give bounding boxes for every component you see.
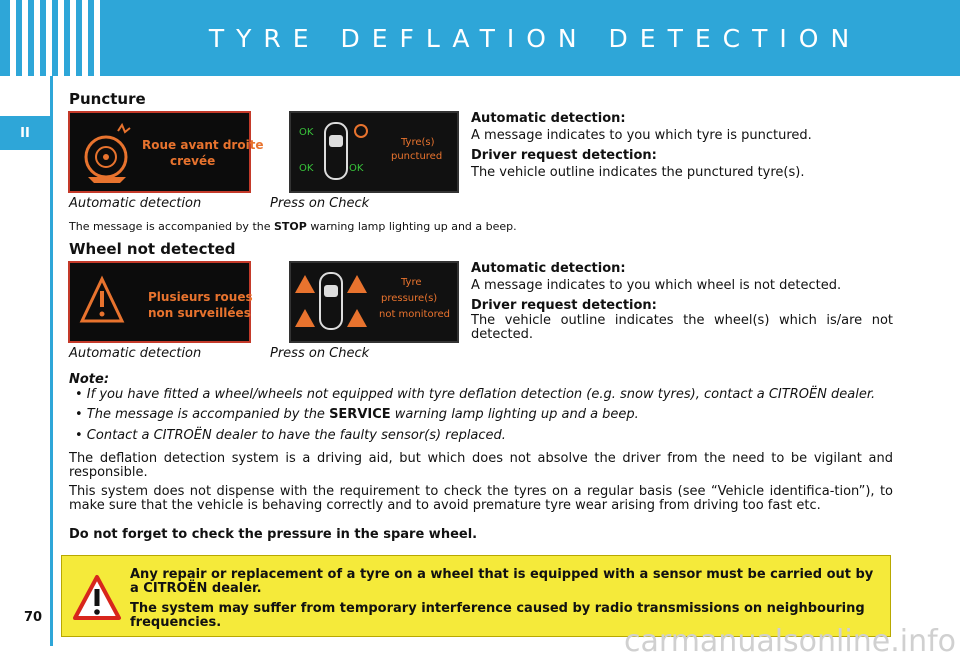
warning-triangle-icon — [72, 574, 122, 622]
caption-automatic: Automatic detection — [69, 196, 202, 211]
body-paragraph: The deflation detection system is a driving aid, but which does not absolve the driver from the need to be vigilant and responsible. — [69, 451, 893, 480]
panel-text-line: Plusieurs roues — [148, 290, 253, 304]
page-number: 70 — [24, 610, 43, 625]
section-heading-wheel: Wheel not detected — [69, 240, 236, 258]
auto-text: A message indicates to you which wheel is not detected. — [471, 278, 842, 293]
panel-text-line: Roue avant droite — [142, 138, 264, 152]
note-block — [69, 372, 893, 444]
caption-automatic: Automatic detection — [69, 346, 202, 361]
warning-paragraph: The system may suffer from temporary interference caused by radio transmissions on neighbouring frequencies. — [130, 601, 865, 630]
panel-wheel-check — [289, 261, 459, 343]
panel-text-line: punctured — [391, 151, 443, 162]
panel-text-line: crevée — [170, 154, 216, 168]
caption-check: Press on Check — [270, 346, 370, 361]
panel-wheel-automatic — [68, 261, 251, 343]
stop-lamp-text: The message is accompanied by the STOP warning lamp lighting up and a beep. — [69, 220, 517, 233]
auto-label: Automatic detection: — [471, 261, 626, 276]
chapter-tab: II — [0, 116, 50, 150]
watermark: carmanualsonline.info — [624, 624, 956, 659]
body-paragraph-bold: Do not forget to check the pressure in the spare wheel. — [69, 527, 478, 542]
panel-text-line: pressure(s) — [381, 293, 438, 304]
panel-puncture-check — [289, 111, 459, 193]
page-title: TYRE DEFLATION DETECTION — [208, 24, 862, 53]
warning-triangle-icon — [70, 263, 253, 345]
vehicle-outline-icon — [291, 113, 461, 195]
body-paragraph: This system does not dispense with the requirement to check the tyres on a regular basis (see “Vehicle identifica-tion”), to make sure that the vehicle is behaving correctly and to avoid premature tyre wear arising from driving too fast etc. — [69, 484, 893, 513]
wheel-description — [471, 260, 893, 342]
section-heading-puncture: Puncture — [69, 90, 146, 108]
warning-paragraph: Any repair or replacement of a tyre on a wheel that is equipped with a sensor must be carried out by a CITROËN dealer. — [130, 567, 874, 596]
puncture-description — [471, 110, 893, 181]
note-item: • The message is accompanied by the SERVICE warning lamp lighting up and a beep. — [75, 407, 639, 422]
auto-text: A message indicates to you which tyre is punctured. — [471, 128, 812, 143]
driver-text: The vehicle outline indicates the wheel(s) which is/are not detected. — [471, 313, 893, 342]
panel-text-line: Tyre(s) — [401, 137, 435, 148]
panel-puncture-automatic — [68, 111, 264, 193]
driver-text: The vehicle outline indicates the punctured tyre(s). — [471, 165, 805, 180]
ok-label: OK — [349, 163, 364, 174]
panel-text-line: non surveillées — [148, 306, 251, 320]
auto-label: Automatic detection: — [471, 111, 626, 126]
note-item: • If you have fitted a wheel/wheels not equipped with tyre deflation detection (e.g. snow tyres), contact a CITROËN dealer. — [75, 387, 876, 402]
panel-text-line: Tyre — [401, 277, 422, 288]
header-stripes — [10, 0, 106, 76]
punctured-tyre-icon — [70, 113, 264, 195]
driver-label: Driver request detection: — [471, 298, 657, 313]
note-item: • Contact a CITROËN dealer to have the faulty sensor(s) replaced. — [75, 428, 506, 443]
header-bar — [0, 0, 960, 76]
driver-label: Driver request detection: — [471, 148, 657, 163]
ok-label: OK — [299, 163, 314, 174]
vehicle-outline-icon — [291, 263, 461, 345]
panel-text-line: not monitored — [379, 309, 450, 320]
caption-check: Press on Check — [270, 196, 370, 211]
side-line — [50, 76, 53, 646]
ok-label: OK — [299, 127, 314, 138]
note-label: Note: — [69, 372, 110, 387]
